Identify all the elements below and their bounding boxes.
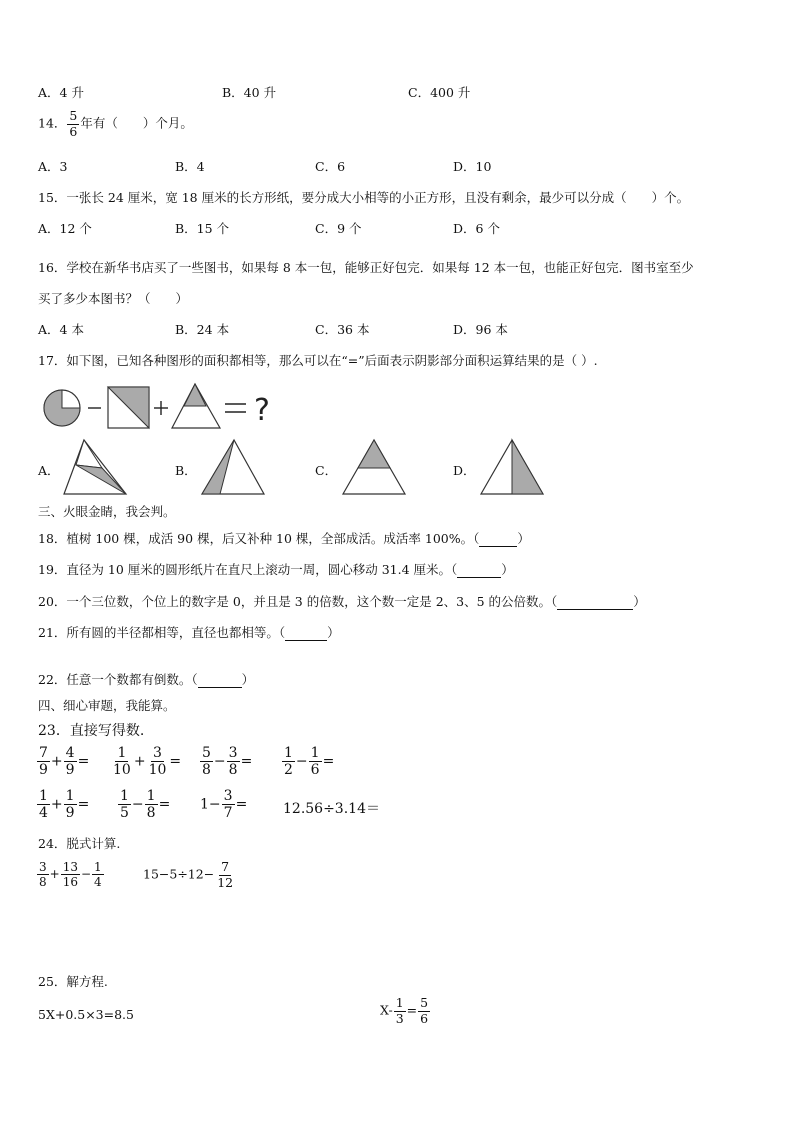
shaded-triangle-shape bbox=[172, 384, 220, 428]
q20-answer-blank[interactable] bbox=[557, 594, 633, 610]
q16-option-c: C．36 本 bbox=[315, 322, 370, 337]
frac-denominator: 8 bbox=[39, 875, 47, 889]
equals: = bbox=[77, 796, 90, 813]
frac-numerator: 3 bbox=[39, 860, 47, 874]
operator: − bbox=[131, 796, 144, 813]
frac-denominator: 9 bbox=[65, 762, 75, 778]
q15-option-b: B．15 个 bbox=[175, 221, 230, 236]
q16-option-a: A．4 本 bbox=[38, 322, 84, 337]
frac-numerator: 1 bbox=[395, 995, 404, 1010]
q24-expr-2 bbox=[143, 861, 236, 889]
q14-option-b: B．4 bbox=[175, 159, 205, 174]
q16-stem-line2: 买了多少本图书？（ ） bbox=[38, 291, 189, 306]
q16-option-b: B．24 本 bbox=[175, 322, 230, 337]
q25-title: 25．解方程. bbox=[38, 974, 108, 989]
frac-denominator: 2 bbox=[284, 762, 293, 778]
q23-title: 23．直接写得数. bbox=[38, 723, 145, 739]
frac-denominator: 12 bbox=[217, 874, 234, 890]
q23-expr-1 bbox=[36, 746, 89, 777]
q18 bbox=[38, 529, 530, 547]
frac-denominator: 3 bbox=[395, 1010, 404, 1026]
frac-numerator: 1 bbox=[120, 788, 129, 804]
expression-text: 15−5÷12− bbox=[143, 866, 215, 882]
frac-numerator: 5 bbox=[202, 745, 211, 761]
q13-option-b: B．40 升 bbox=[222, 85, 277, 100]
operator: + bbox=[133, 753, 146, 770]
q17-option-a-figure bbox=[62, 438, 128, 496]
q23-expr-2 bbox=[110, 746, 181, 777]
q22-text: 22．任意一个数都有倒数。（ bbox=[38, 672, 198, 687]
frac-denominator: 6 bbox=[69, 123, 78, 139]
q22-answer-blank[interactable] bbox=[198, 672, 242, 688]
frac-numerator: 7 bbox=[221, 859, 230, 874]
q13-option-a: A．4 升 bbox=[38, 85, 84, 100]
frac-denominator: 6 bbox=[310, 762, 320, 778]
q14-number: 14． bbox=[38, 115, 67, 131]
q13-option-c: C．400 升 bbox=[408, 85, 471, 100]
q23-expr-6 bbox=[117, 789, 170, 820]
operator: + bbox=[50, 753, 63, 770]
section-3-heading: 三、火眼金睛，我会判。 bbox=[38, 504, 176, 519]
equals: = bbox=[235, 796, 248, 813]
frac-denominator: 8 bbox=[202, 762, 211, 778]
frac-denominator: 9 bbox=[39, 762, 48, 778]
q20 bbox=[38, 592, 646, 610]
q14-option-a: A．3 bbox=[38, 159, 68, 174]
operator: − bbox=[213, 753, 226, 770]
q17-stem: 17．如下图，已知各种图形的面积都相等，那么可以在“=”后面表示阴影部分面积运算结果的是（ ）. bbox=[38, 353, 598, 368]
q23-expr-7 bbox=[200, 789, 247, 820]
equals: = bbox=[77, 753, 90, 770]
q14-fraction bbox=[67, 110, 79, 138]
frac-numerator: 7 bbox=[39, 745, 48, 761]
q24-title: 24．脱式计算. bbox=[38, 836, 121, 851]
q16-stem-line1: 16．学校在新华书店买了一些图书，如果每 8 本一包，能够正好包完．如果每 12 本一包，也能正好包完．图书室至少 bbox=[38, 260, 694, 275]
q14-stem bbox=[38, 110, 193, 138]
q15-option-c: C．9 个 bbox=[315, 221, 362, 236]
operator: − bbox=[80, 867, 92, 881]
close-paren: ） bbox=[241, 672, 255, 687]
q23-expr-3 bbox=[199, 746, 252, 777]
q25-equation-1: 5X+0.5×3=8.5 bbox=[38, 1007, 134, 1022]
frac-numerator: 13 bbox=[62, 860, 78, 874]
q17-figure-equation bbox=[40, 380, 280, 432]
frac-numerator: 3 bbox=[153, 745, 162, 761]
close-paren: ） bbox=[633, 594, 646, 609]
frac-denominator: 10 bbox=[148, 762, 167, 778]
frac-denominator: 7 bbox=[223, 805, 233, 821]
close-paren: ） bbox=[327, 625, 340, 640]
shaded-circle-shape bbox=[44, 390, 80, 426]
operator: + bbox=[50, 796, 63, 813]
section-4-heading: 四、细心审题，我能算。 bbox=[38, 698, 176, 713]
q15-option-a: A．12 个 bbox=[38, 221, 92, 236]
frac-numerator: 3 bbox=[228, 745, 238, 761]
q21-text: 21．所有圆的半径都相等，直径也都相等。（ bbox=[38, 625, 286, 640]
frac-denominator: 8 bbox=[228, 762, 238, 778]
frac-denominator: 9 bbox=[65, 805, 75, 821]
q19 bbox=[38, 560, 514, 578]
operator: − bbox=[295, 753, 308, 770]
frac-denominator: 10 bbox=[113, 762, 131, 778]
frac-numerator: 1 bbox=[117, 745, 127, 761]
q17-option-c-figure bbox=[341, 438, 407, 496]
q23-expr-5 bbox=[36, 789, 89, 820]
equals: = bbox=[169, 753, 182, 770]
whole-number: 1 bbox=[200, 796, 209, 813]
question-mark: ? bbox=[254, 393, 270, 428]
frac-numerator: 1 bbox=[284, 745, 293, 761]
frac-numerator: 3 bbox=[223, 788, 233, 804]
equals: = bbox=[406, 1002, 418, 1018]
close-paren: ） bbox=[501, 562, 514, 577]
q22 bbox=[38, 670, 254, 688]
frac-numerator: 1 bbox=[94, 860, 102, 874]
q23-expr-8: 12.56÷3.14＝ bbox=[283, 801, 380, 817]
frac-denominator: 16 bbox=[62, 875, 78, 889]
operator: + bbox=[49, 867, 60, 881]
shaded-square-shape bbox=[108, 387, 149, 428]
frac-numerator: 1 bbox=[146, 788, 156, 804]
frac-numerator: 5 bbox=[420, 995, 429, 1010]
q17-option-d-figure bbox=[479, 438, 545, 496]
q14-option-d: D．10 bbox=[453, 159, 492, 174]
q19-answer-blank[interactable] bbox=[457, 562, 501, 578]
q17-option-b-figure bbox=[200, 438, 266, 496]
q20-text: 20．一个三位数，个位上的数字是 0，并且是 3 的倍数，这个数一定是 2、3、5 的公倍数。（ bbox=[38, 594, 558, 609]
equals: = bbox=[158, 796, 171, 813]
q21-answer-blank[interactable] bbox=[285, 625, 327, 641]
q17-option-b-label: B． bbox=[175, 463, 197, 478]
operator: − bbox=[208, 796, 221, 813]
frac-numerator: 1 bbox=[310, 745, 320, 761]
q23-expr-4 bbox=[281, 746, 334, 777]
frac-denominator: 4 bbox=[39, 805, 48, 821]
q24-expr-1 bbox=[36, 861, 105, 888]
q14-option-c: C．6 bbox=[315, 159, 346, 174]
frac-denominator: 8 bbox=[146, 805, 156, 821]
q21 bbox=[38, 623, 340, 641]
q17-option-d-label: D． bbox=[453, 463, 476, 478]
q25-equation-2 bbox=[380, 997, 431, 1025]
equals: = bbox=[240, 753, 253, 770]
q14-text: 年有（ ）个月。 bbox=[80, 115, 193, 131]
q15-option-d: D．6 个 bbox=[453, 221, 500, 236]
q18-text: 18．植树 100 棵，成活 90 棵，后又补种 10 棵，全部成活。成活率 100%。（ bbox=[38, 531, 480, 546]
close-paren: ） bbox=[517, 531, 530, 546]
frac-numerator: 1 bbox=[65, 788, 75, 804]
frac-numerator: 5 bbox=[69, 108, 78, 123]
frac-numerator: 1 bbox=[39, 788, 48, 804]
frac-denominator: 6 bbox=[420, 1010, 429, 1026]
frac-denominator: 4 bbox=[94, 875, 102, 889]
frac-denominator: 5 bbox=[120, 805, 129, 821]
q17-option-c-label: C． bbox=[315, 463, 338, 478]
expression-text: X- bbox=[380, 1002, 393, 1018]
q15-stem: 15．一张长 24 厘米，宽 18 厘米的长方形纸，要分成大小相等的小正方形，且没有剩余，最少可以分成（ ）个。 bbox=[38, 190, 690, 205]
q19-text: 19．直径为 10 厘米的圆形纸片在直尺上滚动一周，圆心移动 31.4 厘米。（ bbox=[38, 562, 458, 577]
q17-option-a-label: A． bbox=[38, 463, 60, 478]
equals: = bbox=[322, 753, 335, 770]
q18-answer-blank[interactable] bbox=[479, 531, 517, 547]
q16-option-d: D．96 本 bbox=[453, 322, 508, 337]
frac-numerator: 4 bbox=[65, 745, 75, 761]
